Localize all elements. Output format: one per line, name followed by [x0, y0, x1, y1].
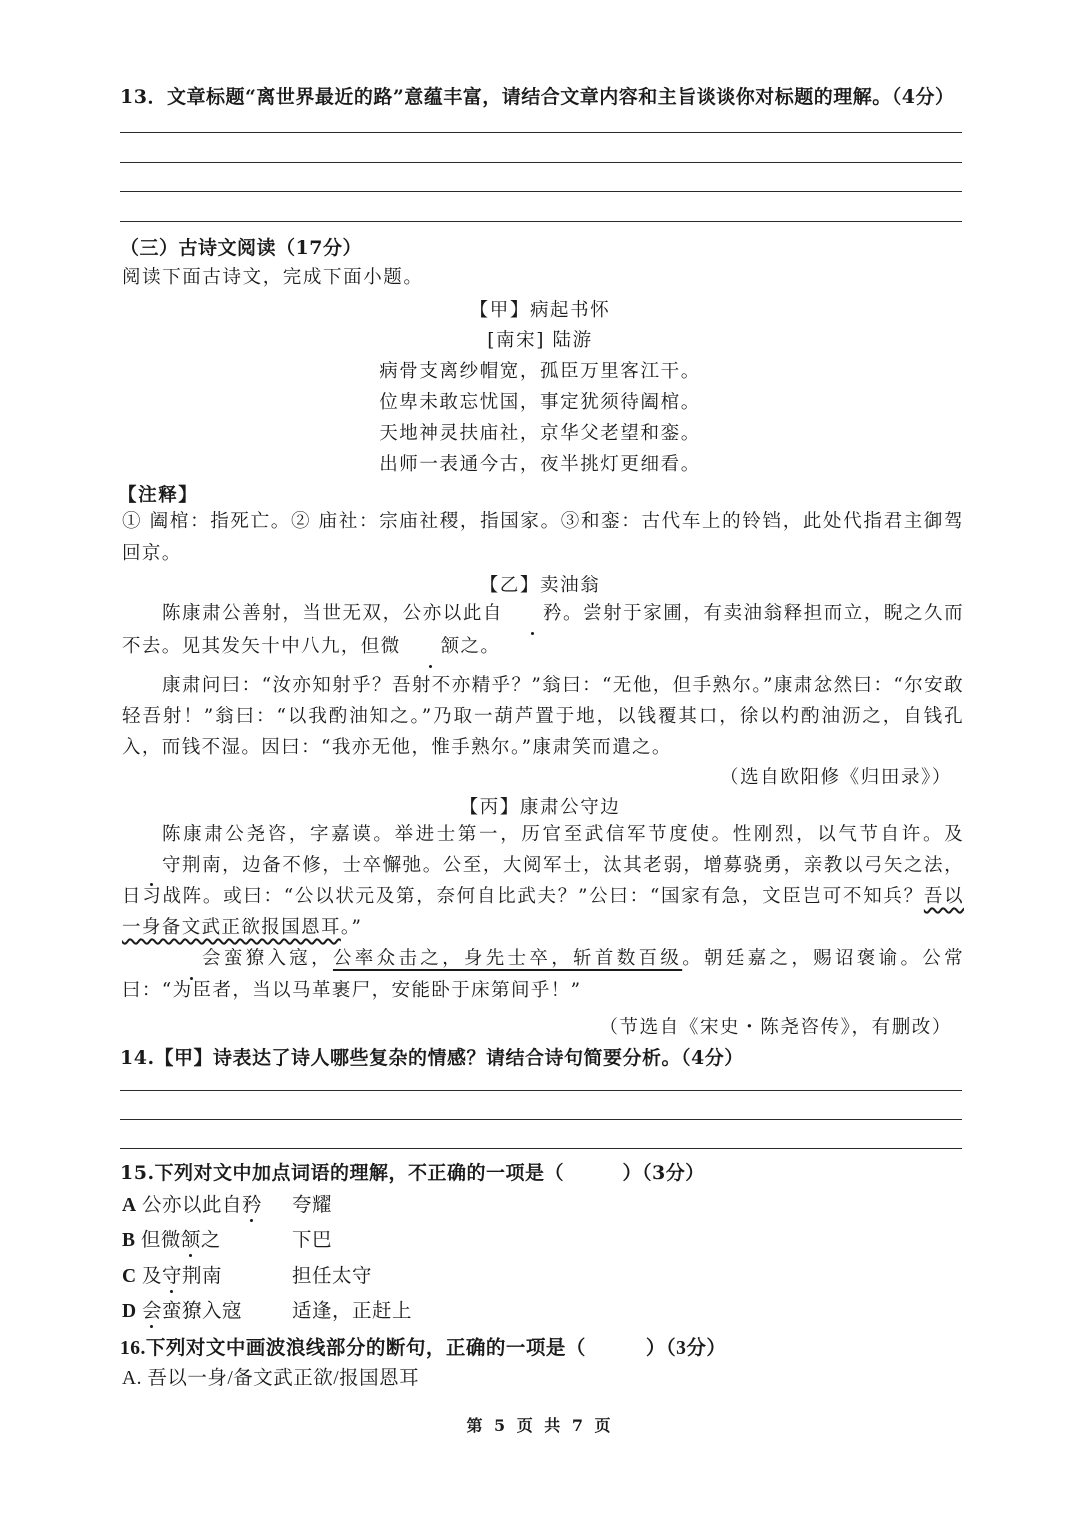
emphasis-dot-char: 守 — [122, 850, 182, 881]
notes-text: ① 阖棺：指死亡。② 庙社：宗庙社稷，指国家。③和銮：古代车上的铃铛，此处代指君主御驾回京。 — [122, 511, 964, 564]
poem-author: [南宋] 陆游 — [487, 330, 593, 351]
answer-line[interactable] — [120, 1090, 962, 1091]
q16-option-a[interactable]: A. 吾以一身/备文武正欲/报国恩耳 — [122, 1368, 420, 1389]
answer-line[interactable] — [120, 221, 962, 222]
text-yi-title: 【乙】卖油翁 — [479, 575, 601, 596]
q15-option-d[interactable]: D 会蛮獠入寇 适逢，正赶上 — [122, 1295, 622, 1323]
q15-option-c[interactable]: C 及守荆南 担任太守 — [122, 1260, 622, 1288]
text-yi-paragraph-1: 陈康肃公善射，当世无双，公亦以此自 矜。尝射于家圃，有卖油翁释担而立，睨之久而不去。见其发矢十中八九，但微 颔之。 — [122, 597, 964, 663]
answer-line[interactable] — [120, 1119, 962, 1120]
emphasis-dot-char: 颔 — [401, 630, 461, 663]
option-meaning: 适逢，正赶上 — [292, 1301, 413, 1322]
option-meaning: 夸耀 — [292, 1195, 333, 1216]
question-16: 16.下列对文中画波浪线部分的断句，正确的一项是（ ）（3分） — [120, 1338, 727, 1359]
underlined-sentence: 公率众击之，身先士卒，斩首数百级 — [332, 948, 683, 969]
page-number: 第 5 页 共 7 页 — [466, 1416, 614, 1435]
text-yi-source: （选自欧阳修《归田录》） — [720, 767, 952, 788]
question-15: 15.下列对文中加点词语的理解，不正确的一项是（ ）（3分） — [120, 1162, 705, 1184]
q15-option-b[interactable]: B 但微颔之 下巴 — [122, 1224, 622, 1252]
text-bing-title: 【丙】康肃公守边 — [459, 797, 621, 818]
notes-heading: 【注释】 — [118, 485, 199, 506]
emphasis-dot-char: 会 — [162, 943, 222, 975]
text-yi-paragraph-2: 康肃问曰：“汝亦知射乎？吾射不亦精乎？”翁曰：“无他，但手熟尔。”康肃忿然曰：“尔安敢轻吾射！”翁曰：“以我酌油知之。”乃取一葫芦置于地，以钱覆其口，徐以杓酌油沥之，自钱孔入，而钱不湿。因曰：“我亦无他，惟手熟尔。”康肃笑而遣之。 — [122, 675, 964, 758]
text-bing-source: （节选自《宋史・陈尧咨传》，有删改） — [599, 1017, 952, 1038]
answer-line[interactable] — [120, 1148, 962, 1149]
section-heading: （三）古诗文阅读（17分） — [120, 237, 362, 259]
poem-line: 出师一表通今古，夜半挑灯更细看。 — [379, 454, 701, 475]
q15-option-a[interactable]: A 公亦以此自矜 夸耀 — [122, 1189, 622, 1217]
text-bing-paragraph-1: 陈康肃公尧咨，字嘉谟。举进士第一，历官至武信军节度使。性刚烈，以气节自许。及守荆南，边备不修，士卒懈弛。公至，大阅军士，汰其老弱，增募骁勇，亲教以弓矢之法，日习战阵。或曰：“公以状元及第，奈何自比武夫？”公曰：“国家有急，文臣岂可不知兵？吾以一身备文武正欲报国恩耳。” — [122, 824, 964, 938]
poem-line: 位卑未敢忘忧国，事定犹须待阖棺。 — [379, 392, 701, 413]
question-13: 13．文章标题“离世界最近的路”意蕴丰富，请结合文章内容和主旨谈谈你对标题的理解。（4分） — [120, 86, 955, 108]
wavy-underlined-sentence: 吾以一身备文武正欲报国恩耳 — [122, 886, 964, 938]
section-instruction: 阅读下面古诗文，完成下面小题。 — [122, 267, 424, 288]
question-14: 14.【甲】诗表达了诗人哪些复杂的情感？请结合诗句简要分析。（4分） — [120, 1047, 744, 1069]
poem-line: 病骨支离纱帽宽，孤臣万里客江干。 — [379, 361, 701, 382]
poem-title: 【甲】病起书怀 — [469, 300, 611, 321]
option-meaning: 担任太守 — [292, 1266, 373, 1287]
answer-line[interactable] — [120, 132, 962, 133]
answer-line[interactable] — [120, 162, 962, 163]
answer-line[interactable] — [120, 191, 962, 192]
poem-line: 天地神灵扶庙社，京华父老望和銮。 — [379, 423, 701, 444]
option-meaning: 下巴 — [292, 1230, 333, 1251]
text-bing-paragraph-2: 会蛮獠入寇，公率众击之，身先士卒，斩首数百级。朝廷嘉之，赐诏褒谕。公常曰：“为臣者，当以马革裹尸，安能卧于床第间乎！” — [122, 943, 964, 1007]
emphasis-dot-char: 矜 — [503, 597, 563, 630]
